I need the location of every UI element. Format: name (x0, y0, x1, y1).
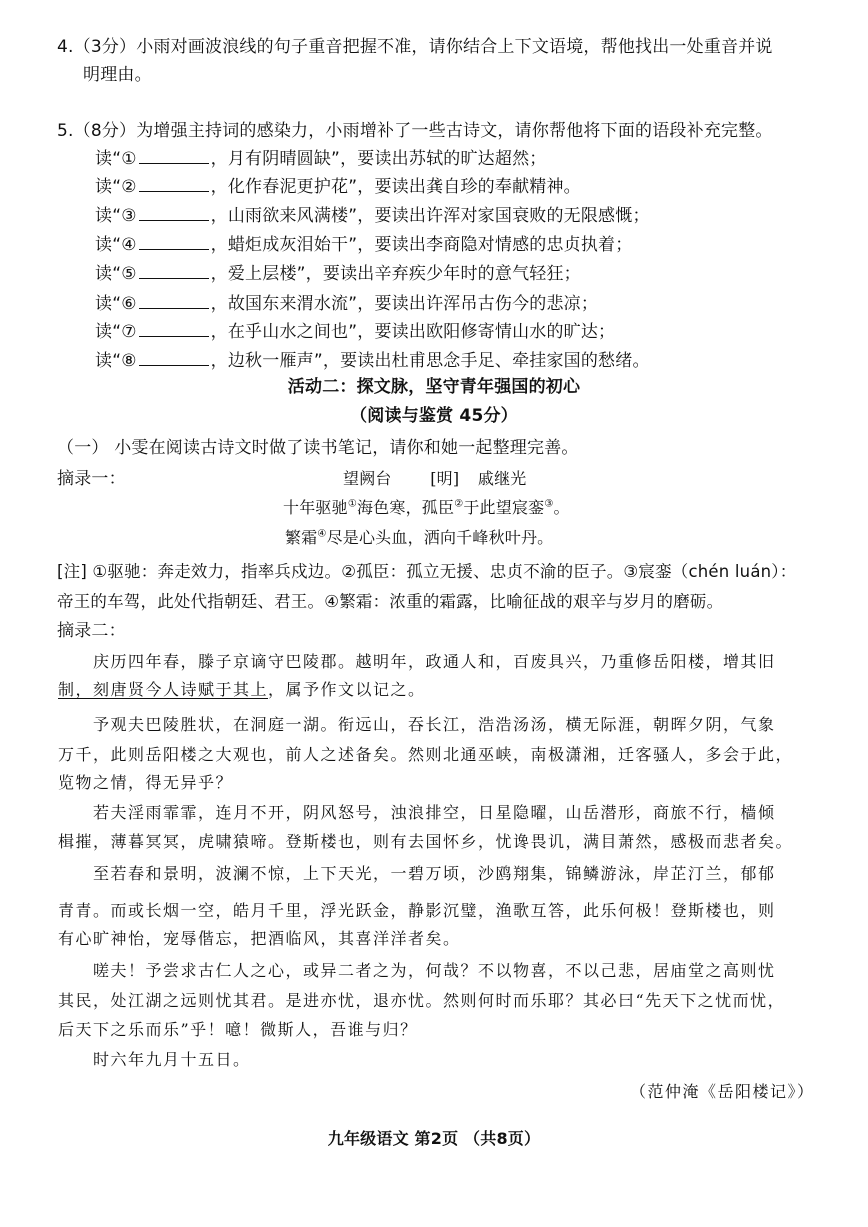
answer-blank[interactable] (139, 349, 209, 366)
wavy-underlined-sentence: 制，刻唐贤今人诗赋于其上 (58, 680, 269, 699)
essay-p5-line1: 嗟夫！予尝求古仁人之心，或异二者之为，何哉？不以物喜，不以己悲，居庙堂之高则忧 (93, 961, 776, 980)
essay-p1-line1: 庆历四年春，滕子京谪守巴陵郡。越明年，政通人和，百废具兴，乃重修岳阳楼，增其旧 (93, 652, 776, 671)
question-5-intro: 5.（8分）为增强主持词的感染力，小雨增补了一些古诗文，请你帮他将下面的语段补充完整。 (57, 121, 773, 141)
essay-p4-line3: 有心旷神怡，宠辱偕忘，把酒临风，其喜洋洋者矣。 (58, 929, 461, 948)
fill-in-suffix: ，山雨欲来风满楼”，要读出许浑对家国衰败的无限感慨； (210, 206, 650, 226)
fill-in-row (95, 292, 598, 316)
fill-in-prefix: 读“⑥ (95, 294, 137, 314)
answer-blank[interactable] (139, 175, 209, 192)
question-4-line-2: 明理由。 (83, 65, 152, 85)
fill-in-suffix: ，爱上层楼”，要读出辛弃疾少年时的意气轻狂； (210, 264, 581, 284)
fill-in-prefix: 读“④ (95, 235, 137, 255)
note-line-1: [注] ①驱驰：奔走效力，指率兵戍边。②孤臣：孤立无援、忠贞不渝的臣子。③宸銮（chén luán）： (57, 562, 797, 581)
note-marker-4: ④ (317, 528, 327, 540)
essay-p2-line2: 万千，此则岳阳楼之大观也，前人之述备矣。然则北通巫峡，南极潇湘，迁客骚人，多会于此， (58, 745, 794, 764)
fill-in-row (95, 147, 546, 171)
essay-p3-line2: 楫摧，薄暮冥冥，虎啸猿啼。登斯楼也，则有去国怀乡，忧谗畏讥，满目萧然，感极而悲者矣。 (58, 832, 794, 851)
fill-in-row (95, 204, 650, 228)
answer-blank[interactable] (139, 147, 209, 164)
essay-p2-line1: 予观夫巴陵胜状，在洞庭一湖。衔远山，吞长江，浩浩汤汤，横无际涯，朝晖夕阴，气象 (93, 715, 776, 734)
fill-in-row (95, 233, 632, 257)
essay-source: （范仲淹《岳阳楼记》） (630, 1082, 815, 1101)
fill-in-row (95, 262, 581, 286)
essay-p4-line2: 青青。而或长烟一空，皓月千里，浮光跃金，静影沉璧，渔歌互答，此乐何极！登斯楼也，则 (58, 901, 776, 920)
fill-in-prefix: 读“⑦ (95, 322, 137, 342)
essay-p5-line2: 其民，处江湖之远则忧其君。是进亦忧，退亦忧。然则何时而乐耶？其必曰“先天下之忧而忧， (58, 991, 786, 1010)
poem-line-1: 十年驱驰①海色寒，孤臣②于此望宸銮③。 (283, 498, 570, 517)
note-marker-3: ③ (544, 498, 554, 510)
poem-line-2: 繁霜④尽是心头血，洒向千峰秋叶丹。 (285, 528, 554, 547)
answer-blank[interactable] (139, 233, 209, 250)
poem-title-line (343, 467, 527, 491)
fill-in-suffix: ，蜡炬成灰泪始干”，要读出李商隐对情感的忠贞执着； (210, 235, 633, 255)
answer-blank[interactable] (139, 292, 209, 309)
part-1-intro: （一） 小雯在阅读古诗文时做了读书笔记，请你和她一起整理完善。 (57, 438, 579, 458)
note-marker-1: ① (347, 498, 357, 510)
fill-in-row (95, 320, 615, 344)
fill-in-prefix: 读“① (95, 149, 137, 169)
essay-p5-line3: 后天下之乐而乐”乎！噫！微斯人，吾谁与归？ (58, 1020, 418, 1039)
essay-p2-line3: 览物之情，得无异乎？ (58, 773, 234, 792)
page-footer: 九年级语文 第2页 （共8页） (327, 1129, 541, 1148)
note-marker-2: ② (454, 498, 464, 510)
poem-author: 戚继光 (477, 469, 527, 488)
question-4-line-1: 4.（3分）小雨对画波浪线的句子重音把握不准，请你结合上下文语境，帮他找出一处重音并说 (57, 37, 773, 57)
fill-in-suffix: ，故国东来渭水流”，要读出许浑吊古伤今的悲凉； (210, 294, 599, 314)
essay-p3-line1: 若夫淫雨霏霏，连月不开，阴风怒号，浊浪排空，日星隐曜，山岳潜形，商旅不行，樯倾 (93, 803, 776, 822)
fill-in-suffix: ，在乎山水之间也”，要读出欧阳修寄情山水的旷达； (210, 322, 616, 342)
fill-in-prefix: 读“③ (95, 206, 137, 226)
essay-p6: 时六年九月十五日。 (93, 1050, 251, 1069)
fill-in-row (95, 175, 581, 199)
fill-in-suffix: ，化作春泥更护花”，要读出龚自珍的奉献精神。 (210, 177, 581, 197)
activity-2-title: 活动二：探文脉，坚守青年强国的初心 (287, 377, 581, 397)
fill-in-prefix: 读“② (95, 177, 137, 197)
poem-title: 望阙台 (343, 469, 392, 488)
fill-in-row (95, 349, 650, 373)
fill-in-prefix: 读“⑧ (95, 351, 137, 371)
activity-2-subtitle: （阅读与鉴赏 45分） (350, 406, 518, 426)
answer-blank[interactable] (139, 204, 209, 221)
answer-blank[interactable] (139, 262, 209, 279)
fill-in-suffix: ，月有阴晴圆缺”，要读出苏轼的旷达超然； (210, 149, 547, 169)
fill-in-prefix: 读“⑤ (95, 264, 137, 284)
answer-blank[interactable] (139, 320, 209, 337)
excerpt-2-label: 摘录二： (57, 621, 126, 641)
essay-p1-line2: 制，刻唐贤今人诗赋于其上，属予作文以记之。 (58, 680, 426, 699)
fill-in-suffix: ，边秋一雁声”，要读出杜甫思念手足、牵挂家国的愁绪。 (210, 351, 650, 371)
essay-p4-line1: 至若春和景明，波澜不惊，上下天光，一碧万顷，沙鸥翔集，锦鳞游泳，岸芷汀兰，郁郁 (93, 864, 776, 883)
excerpt-1-label: 摘录一： (57, 469, 126, 489)
poem-dynasty: [明] (430, 469, 460, 488)
note-line-2: 帝王的车驾，此处代指朝廷、君王。④繁霜：浓重的霜露，比喻征战的艰辛与岁月的磨砺。 (57, 592, 724, 611)
